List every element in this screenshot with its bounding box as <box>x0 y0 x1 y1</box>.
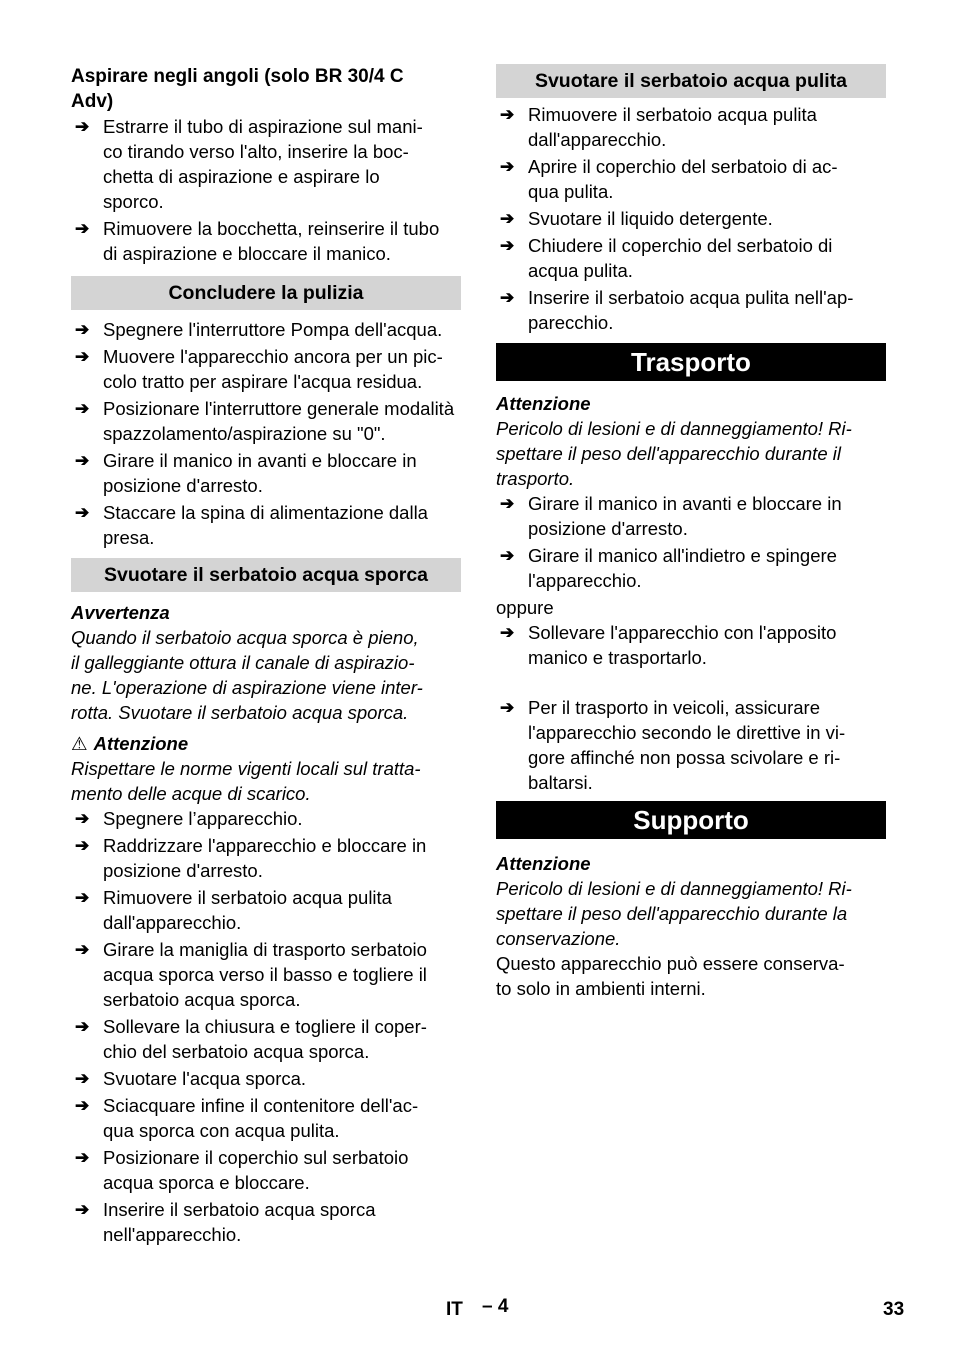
arrow-icon: ➔ <box>500 494 515 513</box>
arrow-icon: ➔ <box>75 1017 90 1036</box>
list-item: ➔ Posizionare l'interruttore generale modalità spazzolamento/aspirazione su "0". <box>75 398 455 444</box>
arrow-icon: ➔ <box>75 451 90 470</box>
list-item: ➔ Sollevare la chiusura e togliere il coper- chio del serbatoio acqua sporca. <box>75 1016 427 1062</box>
trasporto-attenzione-text: Pericolo di lesioni e di danneggiamento! Ri- spettare il peso dell'apparecchio durante il trasporto. <box>496 418 852 489</box>
arrow-icon: ➔ <box>500 157 515 176</box>
sporca-heading: Svuotare il serbatoio acqua sporca <box>71 558 461 592</box>
arrow-icon: ➔ <box>500 698 515 717</box>
list-item: ➔ Girare il manico in avanti e bloccare in posizione d'arresto. <box>75 450 417 496</box>
avvertenza-text: Quando il serbatoio acqua sporca è pieno, il galleggiante ottura il canale di aspirazio- ne. L'operazione di aspirazione viene inter- rotta. Svuotare il serbatoio acqua sporca. <box>71 627 423 723</box>
concludere-heading: Concludere la pulizia <box>71 276 461 310</box>
trasporto-steps-a <box>496 491 886 593</box>
avvertenza-label: Avvertenza <box>71 602 170 623</box>
page-number: 33 <box>883 1299 905 1320</box>
arrow-icon: ➔ <box>75 1069 90 1088</box>
list-item: ➔ Inserire il serbatoio acqua pulita nell'ap- parecchio. <box>500 287 854 333</box>
list-item: ➔ Rimuovere la bocchetta, reinserire il tubo di aspirazione e bloccare il manico. <box>75 218 440 264</box>
trasporto-steps-b <box>496 620 886 670</box>
right-column <box>496 64 886 1001</box>
arrow-icon: ➔ <box>75 1200 90 1219</box>
list-item: ➔ Svuotare l'acqua sporca. <box>75 1068 307 1089</box>
list-item: ➔ Inserire il serbatoio acqua sporca nell'apparecchio. <box>75 1199 376 1245</box>
concludere-steps <box>71 317 461 550</box>
sporca-steps <box>71 806 461 1247</box>
list-item: ➔ Aprire il coperchio del serbatoio di ac- qua pulita. <box>500 156 838 202</box>
list-item: ➔ Spegnere l’apparecchio. <box>75 808 303 829</box>
arrow-icon: ➔ <box>500 288 515 307</box>
list-item: ➔ Girare il manico all'indietro e spingere l'apparecchio. <box>500 545 837 591</box>
attenzione-row: ⚠ Attenzione <box>71 733 189 754</box>
arrow-icon: ➔ <box>75 888 90 907</box>
list-item: ➔ Girare il manico in avanti e bloccare in posizione d'arresto. <box>500 493 842 539</box>
arrow-icon: ➔ <box>500 623 515 642</box>
warning-triangle-icon: ⚠ <box>71 733 88 754</box>
angoli-steps <box>71 114 461 266</box>
list-item: ➔ Spegnere l'interruttore Pompa dell'acqua. <box>75 319 443 340</box>
list-item: ➔ Sciacquare infine il contenitore dell'ac- qua sporca con acqua pulita. <box>75 1095 419 1141</box>
list-item: ➔ Girare la maniglia di trasporto serbatoio acqua sporca verso il basso e togliere il serbatoio acqua sporca. <box>75 939 427 1010</box>
list-item: ➔ Sollevare l'apparecchio con l'apposito manico e trasportarlo. <box>500 622 837 668</box>
arrow-icon: ➔ <box>500 546 515 565</box>
list-item: ➔ Svuotare il liquido detergente. <box>500 208 773 229</box>
footer-lang: IT <box>446 1299 463 1320</box>
supporto-heading: Supporto <box>496 801 886 839</box>
list-item: ➔ Estrarre il tubo di aspirazione sul mani- co tirando verso l'alto, inserire la boc- chetta di aspirazione e aspirare lo sporco. <box>75 116 423 212</box>
supporto-attenzione-label: Attenzione <box>496 853 591 874</box>
list-item: ➔ Muovere l'apparecchio ancora per un pic- colo tratto per aspirare l'acqua residua. <box>75 346 443 392</box>
list-item: ➔ Posizionare il coperchio sul serbatoio acqua sporca e bloccare. <box>75 1147 409 1193</box>
arrow-icon: ➔ <box>75 809 90 828</box>
pulita-steps <box>496 102 886 335</box>
trasporto-attenzione-label: Attenzione <box>496 393 591 414</box>
footer-section: – 4 <box>482 1296 509 1317</box>
supporto-attenzione-text: Pericolo di lesioni e di danneggiamento! Ri- spettare il peso dell'apparecchio durante la conservazione. <box>496 878 852 949</box>
oppure-text: oppure <box>496 597 554 618</box>
arrow-icon: ➔ <box>75 117 90 136</box>
arrow-icon: ➔ <box>75 1096 90 1115</box>
arrow-icon: ➔ <box>75 836 90 855</box>
trasporto-heading: Trasporto <box>496 343 886 381</box>
list-item: ➔ Staccare la spina di alimentazione dalla presa. <box>75 502 428 548</box>
arrow-icon: ➔ <box>75 219 90 238</box>
trasporto-steps-c <box>496 695 886 795</box>
list-item: ➔ Rimuovere il serbatoio acqua pulita dall'apparecchio. <box>75 887 392 933</box>
arrow-icon: ➔ <box>500 236 515 255</box>
attenzione-text: Rispettare le norme vigenti locali sul tratta- mento delle acque di scarico. <box>71 758 421 804</box>
arrow-icon: ➔ <box>75 1148 90 1167</box>
left-column <box>71 64 461 1249</box>
arrow-icon: ➔ <box>75 347 90 366</box>
list-item: ➔ Raddrizzare l'apparecchio e bloccare in posizione d'arresto. <box>75 835 427 881</box>
list-item: ➔ Rimuovere il serbatoio acqua pulita dall'apparecchio. <box>500 104 817 150</box>
list-item: ➔ Chiudere il coperchio del serbatoio di acqua pulita. <box>500 235 833 281</box>
arrow-icon: ➔ <box>500 105 515 124</box>
pulita-heading: Svuotare il serbatoio acqua pulita <box>496 64 886 98</box>
list-item: ➔ Per il trasporto in veicoli, assicurare l'apparecchio secondo le direttive in vi- gore affinché non possa scivolare e ri- baltarsi. <box>500 697 846 793</box>
arrow-icon: ➔ <box>75 940 90 959</box>
arrow-icon: ➔ <box>75 320 90 339</box>
arrow-icon: ➔ <box>75 503 90 522</box>
supporto-text: Questo apparecchio può essere conserva- to solo in ambienti interni. <box>496 953 845 999</box>
arrow-icon: ➔ <box>500 209 515 228</box>
angoli-heading: Aspirare negli angoli (solo BR 30/4 C Adv) <box>71 66 404 112</box>
arrow-icon: ➔ <box>75 399 90 418</box>
